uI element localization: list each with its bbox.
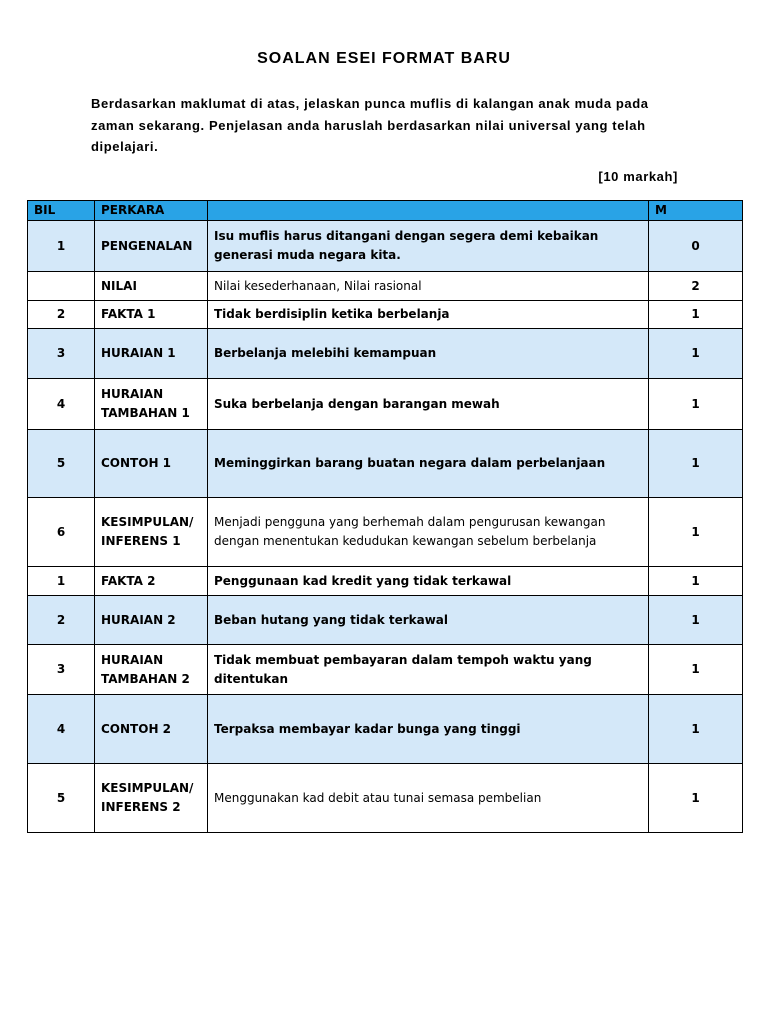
column-header-bil: BIL <box>28 201 95 221</box>
cell-m: 1 <box>649 329 743 379</box>
essay-question: Berdasarkan maklumat di atas, jelaskan punca muflis di kalangan anak muda pada zaman sekarang. Penjelasan anda haruslah berdasarkan nilai universal yang telah dipelajari. <box>91 96 649 154</box>
table-row <box>28 567 743 596</box>
cell-m: 1 <box>649 430 743 498</box>
cell-bil: 1 <box>28 567 95 596</box>
cell-content: Meminggirkan barang buatan negara dalam perbelanjaan <box>208 430 649 498</box>
cell-perkara: HURAIAN TAMBAHAN 2 <box>95 645 208 695</box>
essay-outline-table <box>27 200 743 833</box>
cell-m: 1 <box>649 764 743 833</box>
cell-perkara: KESIMPULAN/ INFERENS 2 <box>95 764 208 833</box>
cell-bil: 5 <box>28 764 95 833</box>
column-header-perkara: PERKARA <box>95 201 208 221</box>
cell-bil: 1 <box>28 221 95 272</box>
cell-perkara: FAKTA 2 <box>95 567 208 596</box>
table-row <box>28 596 743 645</box>
cell-content: Suka berbelanja dengan barangan mewah <box>208 379 649 430</box>
table-row <box>28 764 743 833</box>
cell-m: 1 <box>649 301 743 329</box>
cell-content: Nilai kesederhanaan, Nilai rasional <box>208 272 649 301</box>
cell-perkara: HURAIAN 2 <box>95 596 208 645</box>
table-row <box>28 695 743 764</box>
cell-content: Tidak membuat pembayaran dalam tempoh waktu yang ditentukan <box>208 645 649 695</box>
cell-content: Menggunakan kad debit atau tunai semasa pembelian <box>208 764 649 833</box>
cell-m: 1 <box>649 567 743 596</box>
cell-perkara: PENGENALAN <box>95 221 208 272</box>
page-title: SOALAN ESEI FORMAT BARU <box>257 50 511 67</box>
column-header-content <box>208 201 649 221</box>
cell-perkara: CONTOH 1 <box>95 430 208 498</box>
table-row <box>28 221 743 272</box>
cell-content: Penggunaan kad kredit yang tidak terkawal <box>208 567 649 596</box>
cell-content: Beban hutang yang tidak terkawal <box>208 596 649 645</box>
cell-bil: 3 <box>28 329 95 379</box>
cell-m: 1 <box>649 498 743 567</box>
cell-content: Tidak berdisiplin ketika berbelanja <box>208 301 649 329</box>
cell-m: 1 <box>649 695 743 764</box>
cell-m: 1 <box>649 596 743 645</box>
cell-perkara: KESIMPULAN/ INFERENS 1 <box>95 498 208 567</box>
cell-perkara: HURAIAN TAMBAHAN 1 <box>95 379 208 430</box>
cell-content: Berbelanja melebihi kemampuan <box>208 329 649 379</box>
cell-m: 1 <box>649 379 743 430</box>
cell-m: 2 <box>649 272 743 301</box>
cell-perkara: NILAI <box>95 272 208 301</box>
cell-perkara: CONTOH 2 <box>95 695 208 764</box>
table-row <box>28 379 743 430</box>
cell-content: Isu muflis harus ditangani dengan segera demi kebaikan generasi muda negara kita. <box>208 221 649 272</box>
column-header-m: M <box>649 201 743 221</box>
cell-bil: 2 <box>28 301 95 329</box>
table-header-row <box>28 201 743 221</box>
cell-perkara: FAKTA 1 <box>95 301 208 329</box>
table-row <box>28 498 743 567</box>
cell-bil <box>28 272 95 301</box>
table-row <box>28 430 743 498</box>
cell-bil: 5 <box>28 430 95 498</box>
table-row <box>28 272 743 301</box>
cell-m: 1 <box>649 645 743 695</box>
table-row <box>28 645 743 695</box>
table-row <box>28 329 743 379</box>
cell-content: Terpaksa membayar kadar bunga yang tinggi <box>208 695 649 764</box>
cell-bil: 3 <box>28 645 95 695</box>
cell-perkara: HURAIAN 1 <box>95 329 208 379</box>
cell-bil: 4 <box>28 379 95 430</box>
cell-bil: 6 <box>28 498 95 567</box>
table-row <box>28 301 743 329</box>
cell-m: 0 <box>649 221 743 272</box>
cell-bil: 4 <box>28 695 95 764</box>
cell-content: Menjadi pengguna yang berhemah dalam pengurusan kewangan dengan menentukan kedudukan kewangan sebelum berbelanja <box>208 498 649 567</box>
cell-bil: 2 <box>28 596 95 645</box>
marks-note: [10 markah] <box>598 169 678 184</box>
